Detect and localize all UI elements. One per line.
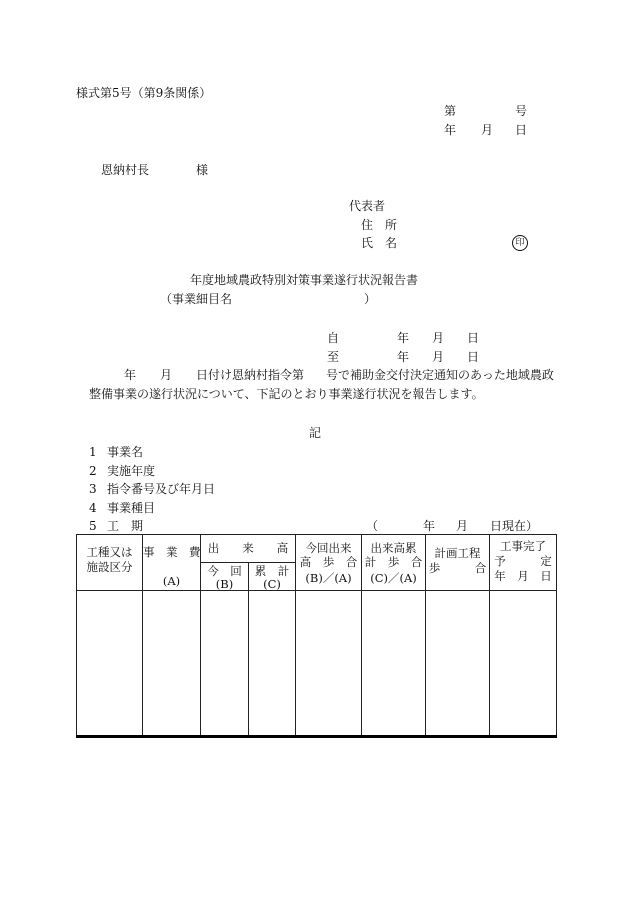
item-number: 5 <box>89 519 97 533</box>
subtitle-close: ） <box>364 292 377 306</box>
period-to-month: 月 <box>432 350 445 364</box>
item-number: 2 <box>89 464 97 478</box>
date-year: 年 <box>444 123 457 137</box>
addressee-name: 恩納村長 <box>101 163 150 177</box>
period-from-month: 月 <box>432 331 445 345</box>
data-cell-current-output-rate[interactable] <box>296 591 362 737</box>
as-of-month: 月 <box>456 519 469 533</box>
as-of-year: 年 <box>423 519 436 533</box>
data-cell-cumulative-output-rate[interactable] <box>362 591 426 737</box>
item-number: 4 <box>89 501 97 515</box>
item-label: 事業名 <box>107 445 144 459</box>
body-month: 月 <box>160 368 173 382</box>
body-text-part1: 日付け恩納村指令第 <box>196 368 305 382</box>
data-cell-project-cost[interactable] <box>143 591 201 737</box>
header-output: 出 来 高 <box>201 535 296 563</box>
data-cell-output-current[interactable] <box>201 591 249 737</box>
body-text-line2: 整備事業の遂行状況について、下記のとおり事業遂行状況を報告します。 <box>89 387 484 401</box>
as-of-open: （ <box>366 519 379 533</box>
report-title: 年度地域農政特別対策事業遂行状況報告書 <box>190 273 419 287</box>
period-to-year: 年 <box>397 350 410 364</box>
period-to-label: 至 <box>327 350 340 364</box>
header-completion-date: 工事完了 予 定 年 月 日 <box>490 535 557 591</box>
progress-table <box>76 534 557 738</box>
ki-heading: 記 <box>309 426 322 440</box>
item-label: 指令番号及び年月日 <box>107 482 216 496</box>
item-number: 3 <box>89 482 97 496</box>
data-cell-output-cumulative[interactable] <box>249 591 296 737</box>
header-current-output-rate: 今回出来 高 歩 合 (B)／(A) <box>296 535 362 591</box>
doc-number-suffix: 号 <box>515 104 528 118</box>
date-day: 日 <box>515 123 528 137</box>
body-text-part2: 号で補助金交付決定通知のあった地域農政 <box>326 368 554 382</box>
address-label: 住 所 <box>361 218 398 232</box>
period-from-year: 年 <box>397 331 410 345</box>
period-from-day: 日 <box>467 331 480 345</box>
item-number: 1 <box>89 445 97 459</box>
form-number: 様式第5号（第9条関係） <box>76 86 212 100</box>
item-label: 工 期 <box>107 519 144 533</box>
as-of-day: 日現在） <box>490 519 539 533</box>
date-month: 月 <box>481 123 494 137</box>
period-from-label: 自 <box>327 331 340 345</box>
header-output-current: 今 回 (B) <box>201 563 249 591</box>
body-year: 年 <box>124 368 137 382</box>
item-label: 事業種目 <box>107 501 156 515</box>
data-cell-planned-rate[interactable] <box>426 591 490 737</box>
header-output-cumulative: 累 計 (C) <box>249 563 296 591</box>
doc-number-prefix: 第 <box>444 104 457 118</box>
seal-mark: 印 <box>512 235 528 251</box>
data-cell-completion-date[interactable] <box>490 591 557 737</box>
header-cumulative-output-rate: 出来高累 計 歩 合 (C)／(A) <box>362 535 426 591</box>
header-work-type: 工種又は 施設区分 <box>77 535 143 591</box>
header-planned-rate: 計画工程 歩 合 <box>426 535 490 591</box>
subtitle-open: （事業細目名 <box>160 292 233 306</box>
period-to-day: 日 <box>467 350 480 364</box>
name-label: 氏 名 <box>361 236 398 250</box>
addressee-honorific: 様 <box>196 163 209 177</box>
representative-label: 代表者 <box>349 199 386 213</box>
item-label: 実施年度 <box>107 464 156 478</box>
header-project-cost: 事 業 費 (A) <box>143 535 201 591</box>
data-cell-work-type[interactable] <box>77 591 143 737</box>
